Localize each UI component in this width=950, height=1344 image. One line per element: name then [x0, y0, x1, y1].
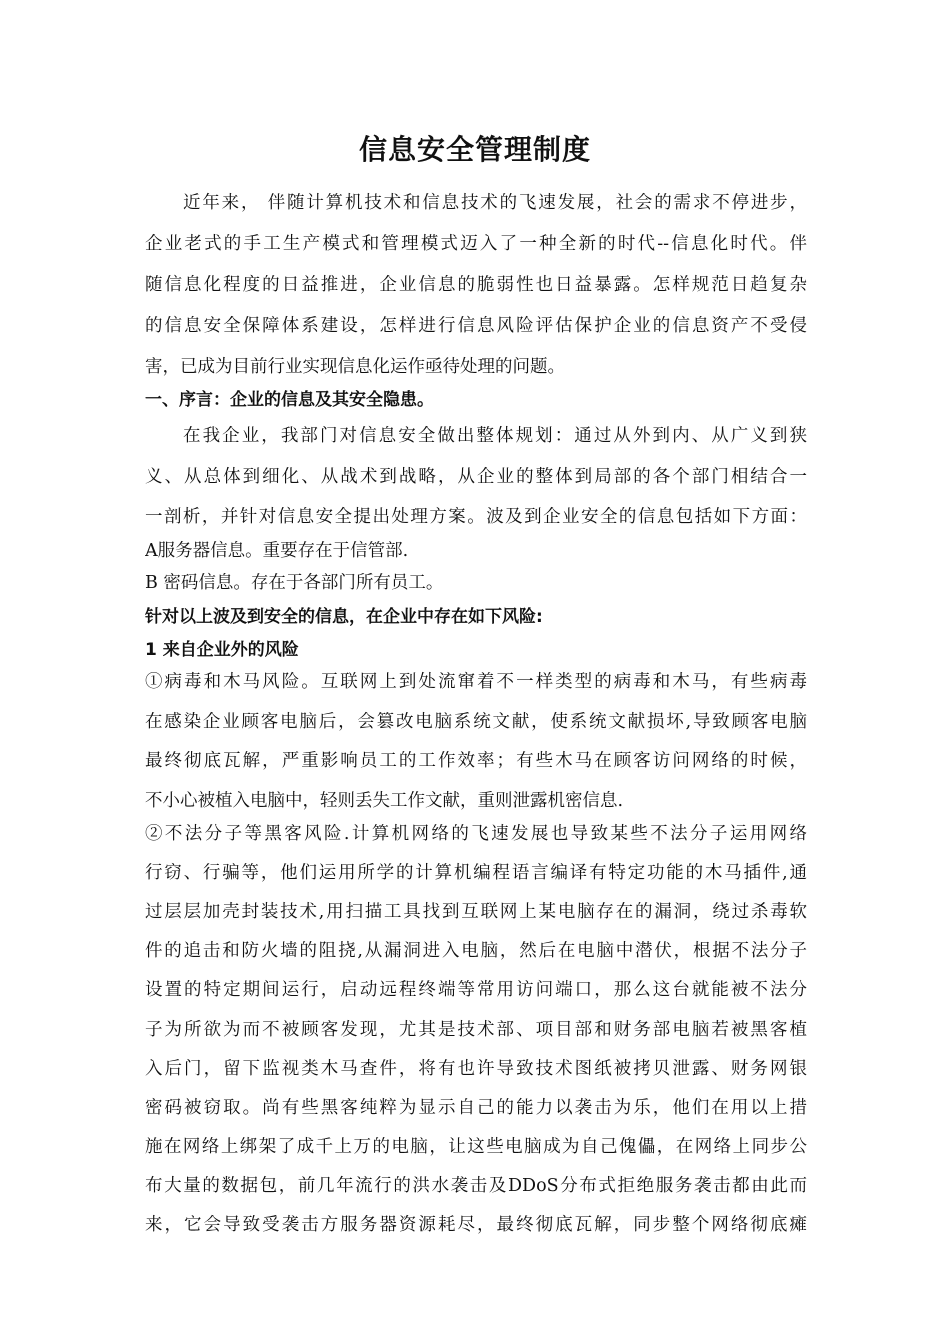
- paragraph-line: 来，它会导致受袭击方服务器资源耗尽，最终彻底瓦解，同步整个网络彻底瘫: [145, 1215, 807, 1235]
- paragraph-line: 在感染企业顾客电脑后，会篡改电脑系统文献，使系统文献损坏,导致顾客电脑: [145, 712, 807, 732]
- document-title: 信息安全管理制度: [358, 133, 591, 166]
- paragraph-line: 件的追击和防火墙的阻挠,从漏洞进入电脑，然后在电脑中潜伏，根据不法分子: [145, 941, 807, 961]
- paragraph-line: 义、从总体到细化、从战术到战略，从企业的整体到局部的各个部门相结合一: [145, 467, 807, 487]
- paragraph-line: 企业老式的手工生产模式和管理模式迈入了一种全新的时代--信息化时代。伴: [145, 234, 807, 254]
- paragraph-line: 密码被窃取。尚有些黑客纯粹为显示自己的能力以袭击为乐，他们在用以上措: [145, 1098, 807, 1118]
- paragraph-line: 行窃、行骗等，他们运用所学的计算机编程语言编译有特定功能的木马插件,通: [145, 863, 807, 883]
- paragraph-line: 不小心被植入电脑中，轻则丢失工作文献，重则泄露机密信息.: [145, 791, 624, 811]
- paragraph-line: 过层层加壳封装技术,用扫描工具找到互联网上某电脑存在的漏洞，绕过杀毒软: [145, 902, 807, 922]
- paragraph-line: 的信息安全保障体系建设，怎样进行信息风险评估保护企业的信息资产不受侵: [145, 316, 807, 336]
- paragraph-line: 子为所欲为而不被顾客发现，尤其是技术部、项目部和财务部电脑若被黑客植: [145, 1020, 807, 1040]
- section-heading: 一、序言：企业的信息及其安全隐患。: [145, 390, 434, 410]
- paragraph-line: 在我企业，我部门对信息安全做出整体规划：通过从外到内、从广义到狭: [183, 426, 807, 446]
- paragraph-line: 一剖析，并针对信息安全提出处理方案。波及到企业安全的信息包括如下方面：: [145, 507, 807, 527]
- paragraph-line: B 密码信息。存在于各部门所有员工。: [145, 573, 444, 593]
- paragraph-line: 最终彻底瓦解，严重影响员工的工作效率；有些木马在顾客访问网络的时候，: [145, 751, 807, 771]
- paragraph-line: 布大量的数据包，前几年流行的洪水袭击及DDoS分布式拒绝服务袭击都由此而: [145, 1176, 807, 1196]
- paragraph-line: 随信息化程度的日益推进，企业信息的脆弱性也日益暴露。怎样规范日趋复杂: [145, 275, 807, 295]
- paragraph-line: 近年来， 伴随计算机技术和信息技术的飞速发展，社会的需求不停进步，: [183, 193, 807, 213]
- paragraph-line: 设置的特定期间运行，启动远程终端等常用访问端口，那么这台就能被不法分: [145, 980, 807, 1000]
- paragraph-line: ①病毒和木马风险。互联网上到处流窜着不一样类型的病毒和木马，有些病毒: [145, 672, 807, 692]
- section-heading: 针对以上波及到安全的信息，在企业中存在如下风险:: [145, 607, 543, 627]
- paragraph-line: 害，已成为目前行业实现信息化运作亟待处理的问题。: [145, 357, 565, 377]
- paragraph-line: A服务器信息。重要存在于信管部.: [145, 541, 409, 561]
- paragraph-line: ②不法分子等黑客风险.计算机网络的飞速发展也导致某些不法分子运用网络: [145, 824, 807, 844]
- paragraph-line: 入后门，留下监视类木马查件，将有也许导致技术图纸被拷贝泄露、财务网银: [145, 1059, 807, 1079]
- section-heading: 1 来自企业外的风险: [145, 640, 299, 660]
- paragraph-line: 施在网络上绑架了成千上万的电脑，让这些电脑成为自己傀儡，在网络上同步公: [145, 1137, 807, 1157]
